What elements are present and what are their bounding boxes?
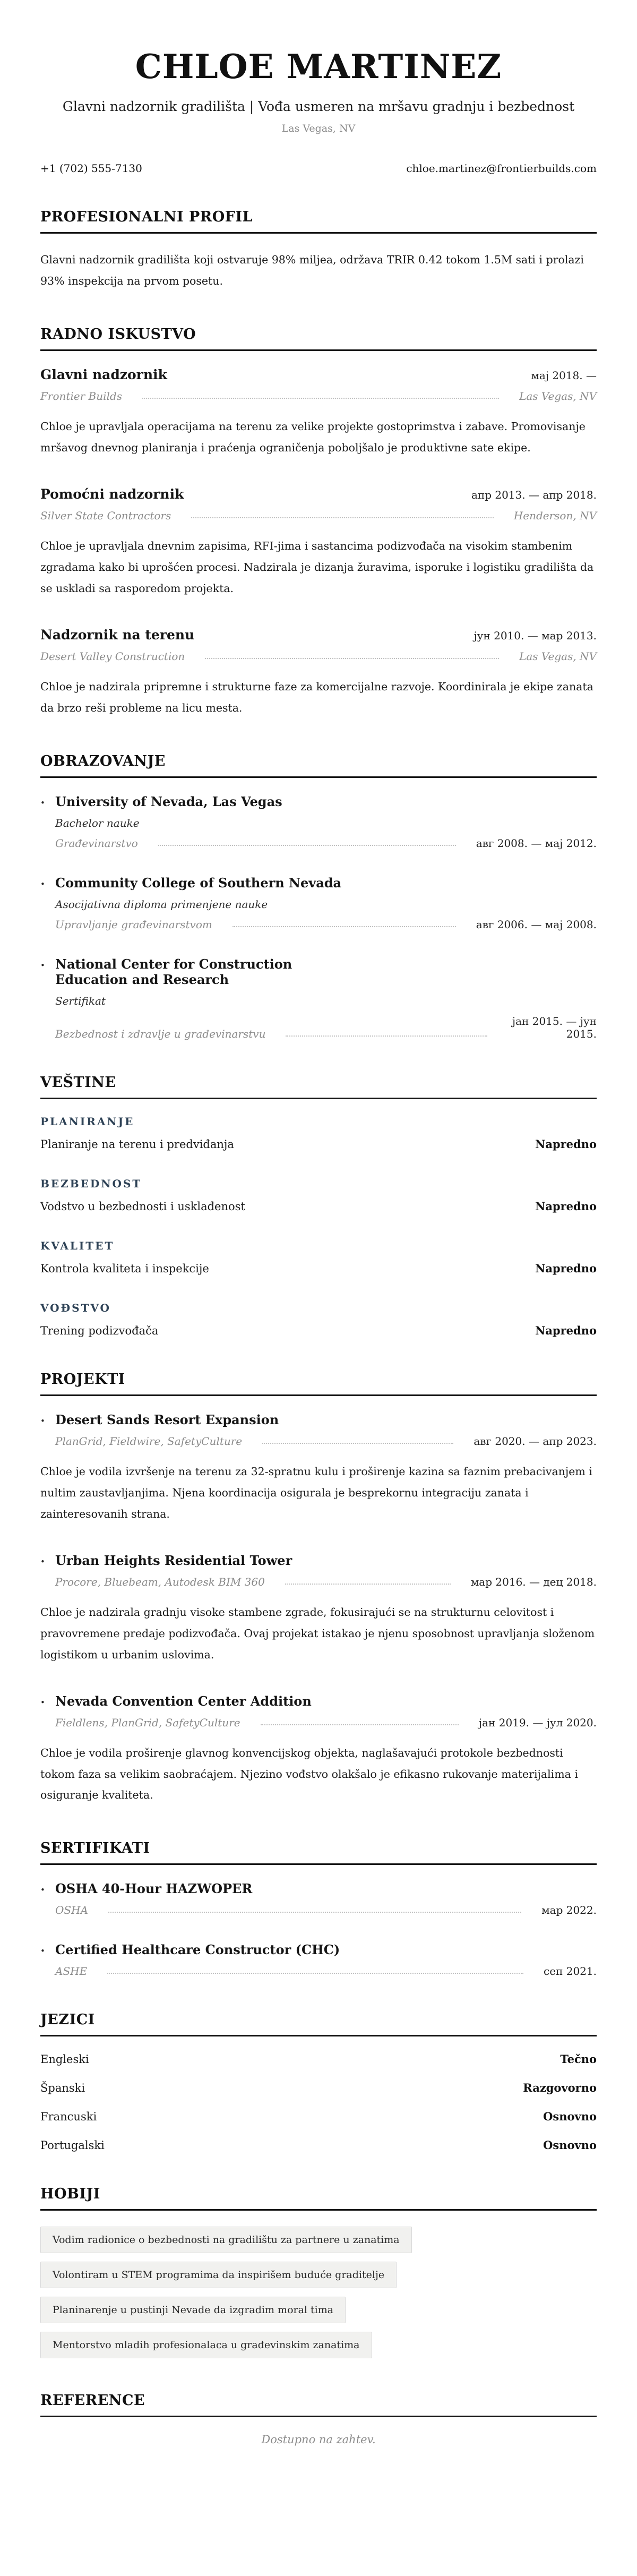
language-row: [40, 2081, 597, 2094]
project-description: Chloe je nadzirala gradnju visoke stambene zgrade, fokusirajući se na strukturnu celovitost i pravovremene predaje podizvođača. Ovaj projekat istakao je njenu sposobnost upravljanja složenom logistikom u urbanim uslovima.: [40, 1605, 595, 1661]
dotted-leader: [233, 926, 456, 927]
job-header: [40, 486, 597, 502]
section-languages: [40, 2012, 597, 2152]
skill-category: BEZBEDNOST: [40, 1177, 142, 1190]
language-name: Engleski: [40, 2053, 89, 2066]
skill-category: KVALITET: [40, 1239, 115, 1252]
skill-name: Kontrola kvaliteta i inspekcije: [40, 1262, 209, 1275]
contact-row: [40, 162, 597, 175]
certification-name: Certified Healthcare Constructor (CHC): [55, 1942, 340, 1958]
project-tools: PlanGrid, Fieldwire, SafetyCulture: [55, 1434, 243, 1448]
skill-level: Napredno: [535, 1323, 597, 1337]
job-header: [40, 627, 597, 643]
bullet-icon: •: [40, 1885, 45, 1895]
project-name: Urban Heights Residential Tower: [55, 1552, 292, 1568]
section-title-experience: RADNO ISKUSTVO: [40, 326, 597, 351]
job-description: Chloe je upravljala dnevnim zapisima, RFI-jima i sastancima podizvođača na visokim stambenim zgradama kako bi uprošćen procesi. Nadzirala je dizanja žuravima, isporuke i logistiku gradilišta da se uskladi sa rasporedom projekta.: [40, 539, 594, 595]
project-dates: мар 2016. — дец 2018.: [470, 1575, 597, 1588]
hobby-tag: Planinarenje u pustinji Nevade da izgradim moral tima: [40, 2297, 346, 2323]
certification-issuer: ASHE: [55, 1965, 88, 1978]
experience-item: [40, 486, 597, 600]
skill-level: Napredno: [535, 1137, 597, 1151]
job-dates: мај 2018. —: [531, 369, 597, 382]
education-item: [40, 956, 597, 1040]
skill-row: [40, 1324, 597, 1337]
section-title-languages: JEZICI: [40, 2012, 597, 2036]
email-text: chloe.martinez@frontierbuilds.com: [406, 162, 597, 175]
skill-row: [40, 1262, 597, 1275]
project-item: [40, 1412, 597, 1525]
section-title-certifications: SERTIFIKATI: [40, 1840, 597, 1865]
job-description: Chloe je nadzirala pripremne i strukturne faze za komercijalne razvoje. Koordinirala je ekipe zanata da brzo reši probleme na licu mesta.: [40, 680, 593, 714]
skill-level: Napredno: [535, 1199, 597, 1213]
job-meta-row: [40, 650, 597, 663]
job-header: [40, 367, 597, 382]
section-title-skills: VEŠTINE: [40, 1074, 597, 1099]
skill-group: [40, 1239, 597, 1275]
language-level: Osnovno: [543, 2110, 597, 2124]
section-projects: [40, 1371, 597, 1807]
project-description: Chloe je vodila proširenje glavnog konvencijskog objekta, naglašavajući protokole bezbednosti tokom faza sa velikim saobraćajem. Njezino vođstvo olakšalo je efikasno rukovanje materijalima i osiguranje kvaliteta.: [40, 1746, 578, 1802]
skill-row: [40, 1137, 597, 1151]
language-level: Tečno: [560, 2052, 597, 2066]
dotted-leader: [286, 1035, 487, 1037]
field-of-study: Upravljanje građevinarstvom: [55, 918, 212, 931]
section-title-education: OBRAZOVANJE: [40, 753, 597, 778]
school-name: National Center for Construction Education and Research: [55, 956, 292, 987]
certification-name: OSHA 40-Hour HAZWOPER: [55, 1881, 253, 1897]
job-location: Las Vegas, NV: [519, 649, 597, 663]
hobby-tag: Vodim radionice o bezbednosti na gradilištu za partnere u zanatima: [40, 2227, 412, 2253]
job-company: Desert Valley Construction: [40, 649, 185, 663]
dotted-leader: [158, 845, 456, 846]
hobby-tag: Volontiram u STEM programima da inspirišem buduće graditelje: [40, 2262, 397, 2288]
skill-group: [40, 1177, 597, 1213]
job-company: Silver State Contractors: [40, 509, 171, 522]
skill-row: [40, 1200, 597, 1213]
job-title: Glavni nadzornik: [40, 366, 167, 382]
section-title-references: REFERENCE: [40, 2392, 597, 2417]
project-name: Nevada Convention Center Addition: [55, 1693, 312, 1709]
certification-meta-row: [55, 1965, 597, 1978]
job-meta-row: [40, 509, 597, 522]
field-of-study: Građevinarstvo: [55, 836, 138, 850]
section-references: [40, 2392, 597, 2446]
skill-level: Napredno: [535, 1261, 597, 1275]
skill-name: Trening podizvođača: [40, 1324, 159, 1337]
section-skills: [40, 1074, 597, 1337]
job-location: Henderson, NV: [513, 509, 597, 522]
project-dates: јан 2019. — јул 2020.: [478, 1716, 597, 1729]
resume-name: CHLOE MARTINEZ: [135, 47, 502, 86]
certification-body: [55, 1942, 597, 1978]
hobby-tag: Mentorstvo mladih profesionalaca u građevinskim zanatima: [40, 2332, 372, 2358]
project-tools: Procore, Bluebeam, Autodesk BIM 360: [55, 1575, 265, 1588]
experience-item: [40, 627, 597, 719]
references-note: Dostupno na zahtev.: [261, 2433, 376, 2446]
language-row: [40, 2138, 597, 2152]
section-experience: [40, 326, 597, 719]
resume-header: [40, 47, 597, 175]
school-name: University of Nevada, Las Vegas: [55, 793, 282, 809]
header-location: Las Vegas, NV: [281, 123, 356, 134]
education-body: [55, 956, 597, 1040]
education-dates: авг 2008. — мај 2012.: [476, 836, 597, 850]
dotted-leader: [107, 1973, 523, 1974]
job-title: Nadzornik na terenu: [40, 627, 195, 643]
certification-issuer: OSHA: [55, 1904, 88, 1917]
language-name: Portugalski: [40, 2139, 105, 2152]
job-company: Frontier Builds: [40, 389, 122, 403]
certification-date: сеп 2021.: [544, 1965, 597, 1978]
project-body: [55, 1553, 597, 1588]
section-education: [40, 753, 597, 1040]
certification-item: [40, 1942, 597, 1978]
project-tools: Fieldlens, PlanGrid, SafetyCulture: [55, 1716, 240, 1729]
section-title-profile: PROFESIONALNI PROFIL: [40, 209, 597, 234]
language-row: [40, 2052, 597, 2066]
section-hobbies: [40, 2186, 597, 2358]
education-item: [40, 794, 597, 850]
degree-name: Sertifikat: [55, 994, 106, 1007]
dotted-leader: [285, 1584, 451, 1585]
project-head: [40, 1693, 597, 1729]
profile-summary: Glavni nadzornik gradilišta koji ostvaruje 98% miljea, održava TRIR 0.42 tokom 1.5M sati i prolazi 93% inspekcija na prvom posetu.: [40, 253, 584, 287]
dotted-leader: [262, 1443, 453, 1444]
job-location: Las Vegas, NV: [519, 389, 597, 403]
resume-subtitle: Glavni nadzornik gradilišta | Vođa usmeren na mršavu gradnju i bezbednost: [62, 99, 575, 114]
education-item: [40, 875, 597, 931]
project-body: [55, 1412, 597, 1448]
bullet-icon: •: [40, 1556, 45, 1567]
education-body: [55, 875, 597, 931]
job-description: Chloe je upravljala operacijama na terenu za velike projekte gostoprimstva i zabave. Promovisanje mršavog dnevnog planiranja i praćenja ograničenja poboljšalo je produktivne sate ekipe.: [40, 420, 586, 454]
project-head: [40, 1553, 597, 1588]
skill-category: VOĐSTVO: [40, 1301, 111, 1314]
project-item: [40, 1553, 597, 1666]
dotted-leader: [142, 398, 499, 399]
degree-name: Asocijativna diploma primenjene nauke: [55, 897, 268, 911]
language-name: Španski: [40, 2082, 85, 2095]
certification-body: [55, 1881, 597, 1916]
language-row: [40, 2110, 597, 2123]
section-profile: [40, 209, 597, 292]
job-dates: апр 2013. — апр 2018.: [471, 488, 597, 501]
dotted-leader: [205, 658, 499, 659]
project-dates: авг 2020. — апр 2023.: [474, 1434, 597, 1448]
dotted-leader: [191, 517, 494, 518]
certification-item: [40, 1881, 597, 1916]
section-certifications: [40, 1840, 597, 1978]
education-dates: јан 2015. — јун 2015.: [512, 1014, 597, 1040]
bullet-icon: •: [40, 879, 45, 889]
experience-item: [40, 367, 597, 459]
language-level: Razgovorno: [523, 2081, 597, 2095]
education-body: [55, 794, 597, 850]
education-meta-row: [55, 1015, 597, 1040]
school-name: Community College of Southern Nevada: [55, 875, 342, 891]
skill-name: Vođstvo u bezbednosti i usklađenost: [40, 1200, 245, 1213]
bullet-icon: •: [40, 798, 45, 808]
section-title-hobbies: HOBIJI: [40, 2186, 597, 2211]
dotted-leader: [261, 1724, 459, 1725]
skill-group: [40, 1115, 597, 1151]
skill-group: [40, 1302, 597, 1337]
project-meta-row: [55, 1716, 597, 1729]
project-meta-row: [55, 1435, 597, 1448]
skill-category: PLANIRANJE: [40, 1115, 135, 1128]
project-item: [40, 1693, 597, 1807]
job-meta-row: [40, 390, 597, 403]
project-description: Chloe je vodila izvršenje na terenu za 32-spratnu kulu i proširenje kazina sa faznim prebacivanjem i nultim zaustavljanjima. Njena koordinacija osigurala je besprekornu integraciju zanata i zainteresovanih strana.: [40, 1465, 592, 1520]
language-level: Osnovno: [543, 2138, 597, 2152]
education-dates: авг 2006. — мај 2008.: [476, 918, 597, 931]
project-meta-row: [55, 1576, 597, 1588]
skill-name: Planiranje na terenu i predviđanja: [40, 1137, 234, 1151]
section-title-projects: PROJEKTI: [40, 1371, 597, 1396]
bullet-icon: •: [40, 1416, 45, 1426]
job-title: Pomoćni nadzornik: [40, 486, 184, 502]
dotted-leader: [108, 1912, 521, 1913]
bullet-icon: •: [40, 1946, 45, 1956]
certification-date: мар 2022.: [541, 1904, 597, 1917]
certification-meta-row: [55, 1904, 597, 1916]
job-dates: јун 2010. — мар 2013.: [474, 629, 597, 642]
education-meta-row: [55, 837, 597, 850]
bullet-icon: •: [40, 1697, 45, 1707]
field-of-study: Bezbednost i zdravlje u građevinarstvu: [55, 1027, 266, 1040]
bullet-icon: •: [40, 960, 45, 970]
project-body: [55, 1693, 597, 1729]
education-meta-row: [55, 918, 597, 931]
project-head: [40, 1412, 597, 1448]
language-name: Francuski: [40, 2110, 97, 2124]
phone-text: +1 (702) 555-7130: [40, 162, 142, 175]
project-name: Desert Sands Resort Expansion: [55, 1411, 279, 1427]
degree-name: Bachelor nauke: [55, 816, 140, 829]
